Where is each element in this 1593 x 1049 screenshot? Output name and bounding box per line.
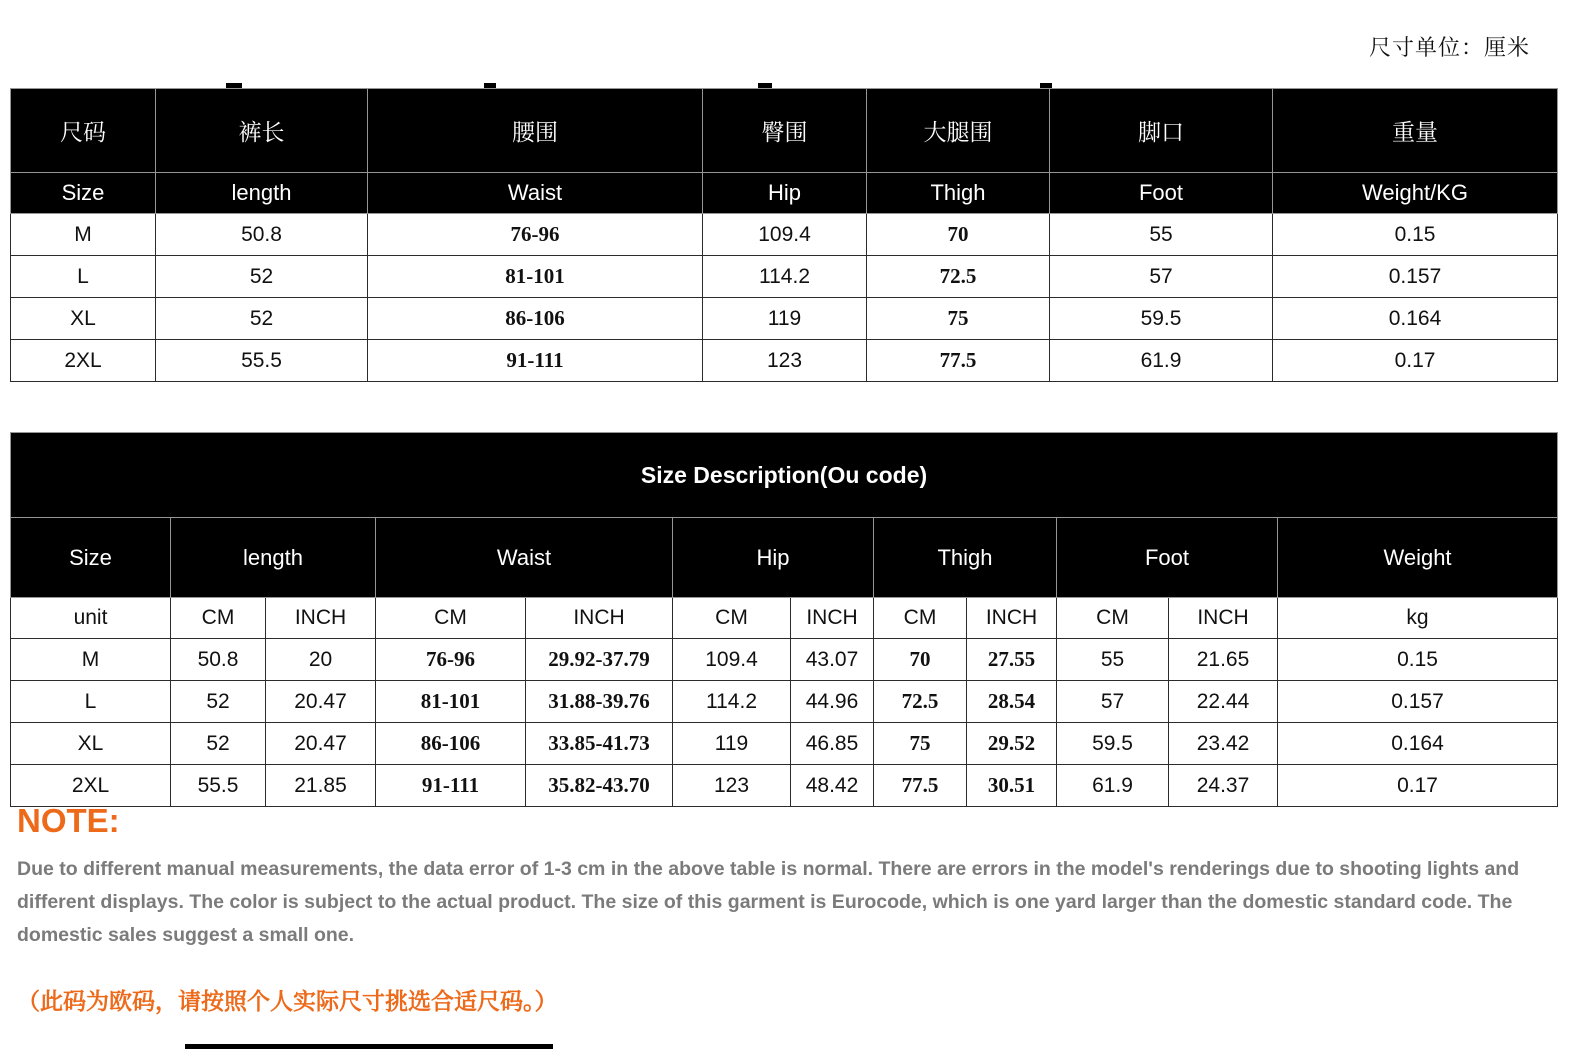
weight-cell: 0.164 [1278,723,1558,765]
header-cell: Waist [368,173,703,214]
size-cell: 2XL [11,340,156,382]
length-cm-cell: 52 [171,681,266,723]
thigh-cm-cell: 72.5 [874,681,967,723]
table-row [11,681,1558,723]
foot-cm-cell: 57 [1057,681,1169,723]
unit-cell: INCH [1169,598,1278,639]
table-row [11,765,1558,807]
table-row [11,340,1558,382]
note-body: Due to different manual measurements, the data error of 1-3 cm in the above table is normal. There are errors in the model's renderings due to shooting lights and different displays. The color is subject to the actual product. The size of this garment is Eurocode, which is one yard larger than the domestic standard code. The domestic sales suggest a small one. [17,858,1520,946]
unit-cell: INCH [791,598,874,639]
length-inch-cell: 20.47 [266,723,376,765]
cropped-artifact [185,1044,553,1049]
hip-cm-cell: 123 [673,765,791,807]
size-cell: L [11,681,171,723]
thigh-inch-cell: 29.52 [967,723,1057,765]
size-table-cn [10,88,1558,382]
header-cell: Thigh [867,173,1050,214]
weight-cell: 0.15 [1278,639,1558,681]
waist-inch-cell: 33.85-41.73 [526,723,673,765]
foot-cell: 55 [1050,214,1273,256]
table-row [11,639,1558,681]
waist-inch-cell: 31.88-39.76 [526,681,673,723]
header-cell: length [171,518,376,598]
waist-cm-cell: 91-111 [376,765,526,807]
length-cm-cell: 55.5 [171,765,266,807]
waist-cell: 76-96 [368,214,703,256]
weight-cell: 0.15 [1273,214,1558,256]
table-row [11,256,1558,298]
length-cell: 55.5 [156,340,368,382]
header-cell: Hip [673,518,874,598]
header-cell: Waist [376,518,673,598]
foot-cm-cell: 55 [1057,639,1169,681]
size-cell: M [11,639,171,681]
hip-cell: 114.2 [703,256,867,298]
waist-cm-cell: 86-106 [376,723,526,765]
length-cell: 50.8 [156,214,368,256]
header-cell: 裤长 [156,89,368,173]
hip-inch-cell: 46.85 [791,723,874,765]
header-cell: 腰围 [368,89,703,173]
thigh-inch-cell: 27.55 [967,639,1057,681]
length-cell: 52 [156,298,368,340]
unit-cell: INCH [266,598,376,639]
header-row-en [11,173,1558,214]
foot-cell: 59.5 [1050,298,1273,340]
header-cell: Size [11,518,171,598]
foot-cm-cell: 61.9 [1057,765,1169,807]
weight-cell: 0.157 [1273,256,1558,298]
unit-cell: CM [171,598,266,639]
foot-cell: 61.9 [1050,340,1273,382]
unit-cell: CM [874,598,967,639]
length-inch-cell: 20 [266,639,376,681]
header-cell: 重量 [1273,89,1558,173]
unit-cell: CM [673,598,791,639]
header-cell: Foot [1057,518,1278,598]
unit-cell: kg [1278,598,1558,639]
foot-inch-cell: 24.37 [1169,765,1278,807]
waist-cm-cell: 76-96 [376,639,526,681]
hip-cell: 109.4 [703,214,867,256]
thigh-inch-cell: 28.54 [967,681,1057,723]
header-row-cn [11,89,1558,173]
thigh-cm-cell: 70 [874,639,967,681]
header-cell: Foot [1050,173,1273,214]
length-inch-cell: 21.85 [266,765,376,807]
unit-row [11,598,1558,639]
size-cell: XL [11,298,156,340]
hip-cm-cell: 114.2 [673,681,791,723]
table-title: Size Description(Ou code) [11,433,1558,518]
size-cell: XL [11,723,171,765]
thigh-cell: 70 [867,214,1050,256]
waist-cm-cell: 81-101 [376,681,526,723]
unit-label: 尺寸单位：厘米 [1368,35,1530,60]
hip-inch-cell: 43.07 [791,639,874,681]
length-cm-cell: 52 [171,723,266,765]
foot-inch-cell: 21.65 [1169,639,1278,681]
unit-cell: CM [376,598,526,639]
waist-cell: 91-111 [368,340,703,382]
header-cell: Weight [1278,518,1558,598]
header-cell: 臀围 [703,89,867,173]
length-cm-cell: 50.8 [171,639,266,681]
foot-inch-cell: 22.44 [1169,681,1278,723]
header-cell: Thigh [874,518,1057,598]
thigh-cm-cell: 75 [874,723,967,765]
weight-cell: 0.157 [1278,681,1558,723]
waist-inch-cell: 35.82-43.70 [526,765,673,807]
unit-cell: INCH [967,598,1057,639]
note-heading: NOTE: [17,802,120,839]
hip-cm-cell: 109.4 [673,639,791,681]
thigh-cell: 72.5 [867,256,1050,298]
waist-cell: 81-101 [368,256,703,298]
length-inch-cell: 20.47 [266,681,376,723]
unit-cell: CM [1057,598,1169,639]
length-cell: 52 [156,256,368,298]
header-cell: Size [11,173,156,214]
weight-cell: 0.17 [1278,765,1558,807]
thigh-cm-cell: 77.5 [874,765,967,807]
thigh-inch-cell: 30.51 [967,765,1057,807]
size-cell: L [11,256,156,298]
foot-cm-cell: 59.5 [1057,723,1169,765]
thigh-cell: 75 [867,298,1050,340]
header-cell: length [156,173,368,214]
header-cell: 大腿围 [867,89,1050,173]
size-cell: 2XL [11,765,171,807]
foot-cell: 57 [1050,256,1273,298]
note-cn: （此码为欧码，请按照个人实际尺寸挑选合适尺码。） [17,988,558,1014]
hip-cell: 123 [703,340,867,382]
table-title-row [11,433,1558,518]
weight-cell: 0.164 [1273,298,1558,340]
unit-cell: INCH [526,598,673,639]
unit-cell: unit [11,598,171,639]
hip-inch-cell: 44.96 [791,681,874,723]
header-cell: Weight/KG [1273,173,1558,214]
table-row [11,298,1558,340]
table-row [11,723,1558,765]
header-cell: Hip [703,173,867,214]
weight-cell: 0.17 [1273,340,1558,382]
hip-cm-cell: 119 [673,723,791,765]
thigh-cell: 77.5 [867,340,1050,382]
table-row [11,214,1558,256]
waist-inch-cell: 29.92-37.79 [526,639,673,681]
size-cell: M [11,214,156,256]
header-cell: 尺码 [11,89,156,173]
hip-cell: 119 [703,298,867,340]
size-table-intl [10,432,1558,807]
hip-inch-cell: 48.42 [791,765,874,807]
group-header-row [11,518,1558,598]
header-cell: 脚口 [1050,89,1273,173]
waist-cell: 86-106 [368,298,703,340]
foot-inch-cell: 23.42 [1169,723,1278,765]
